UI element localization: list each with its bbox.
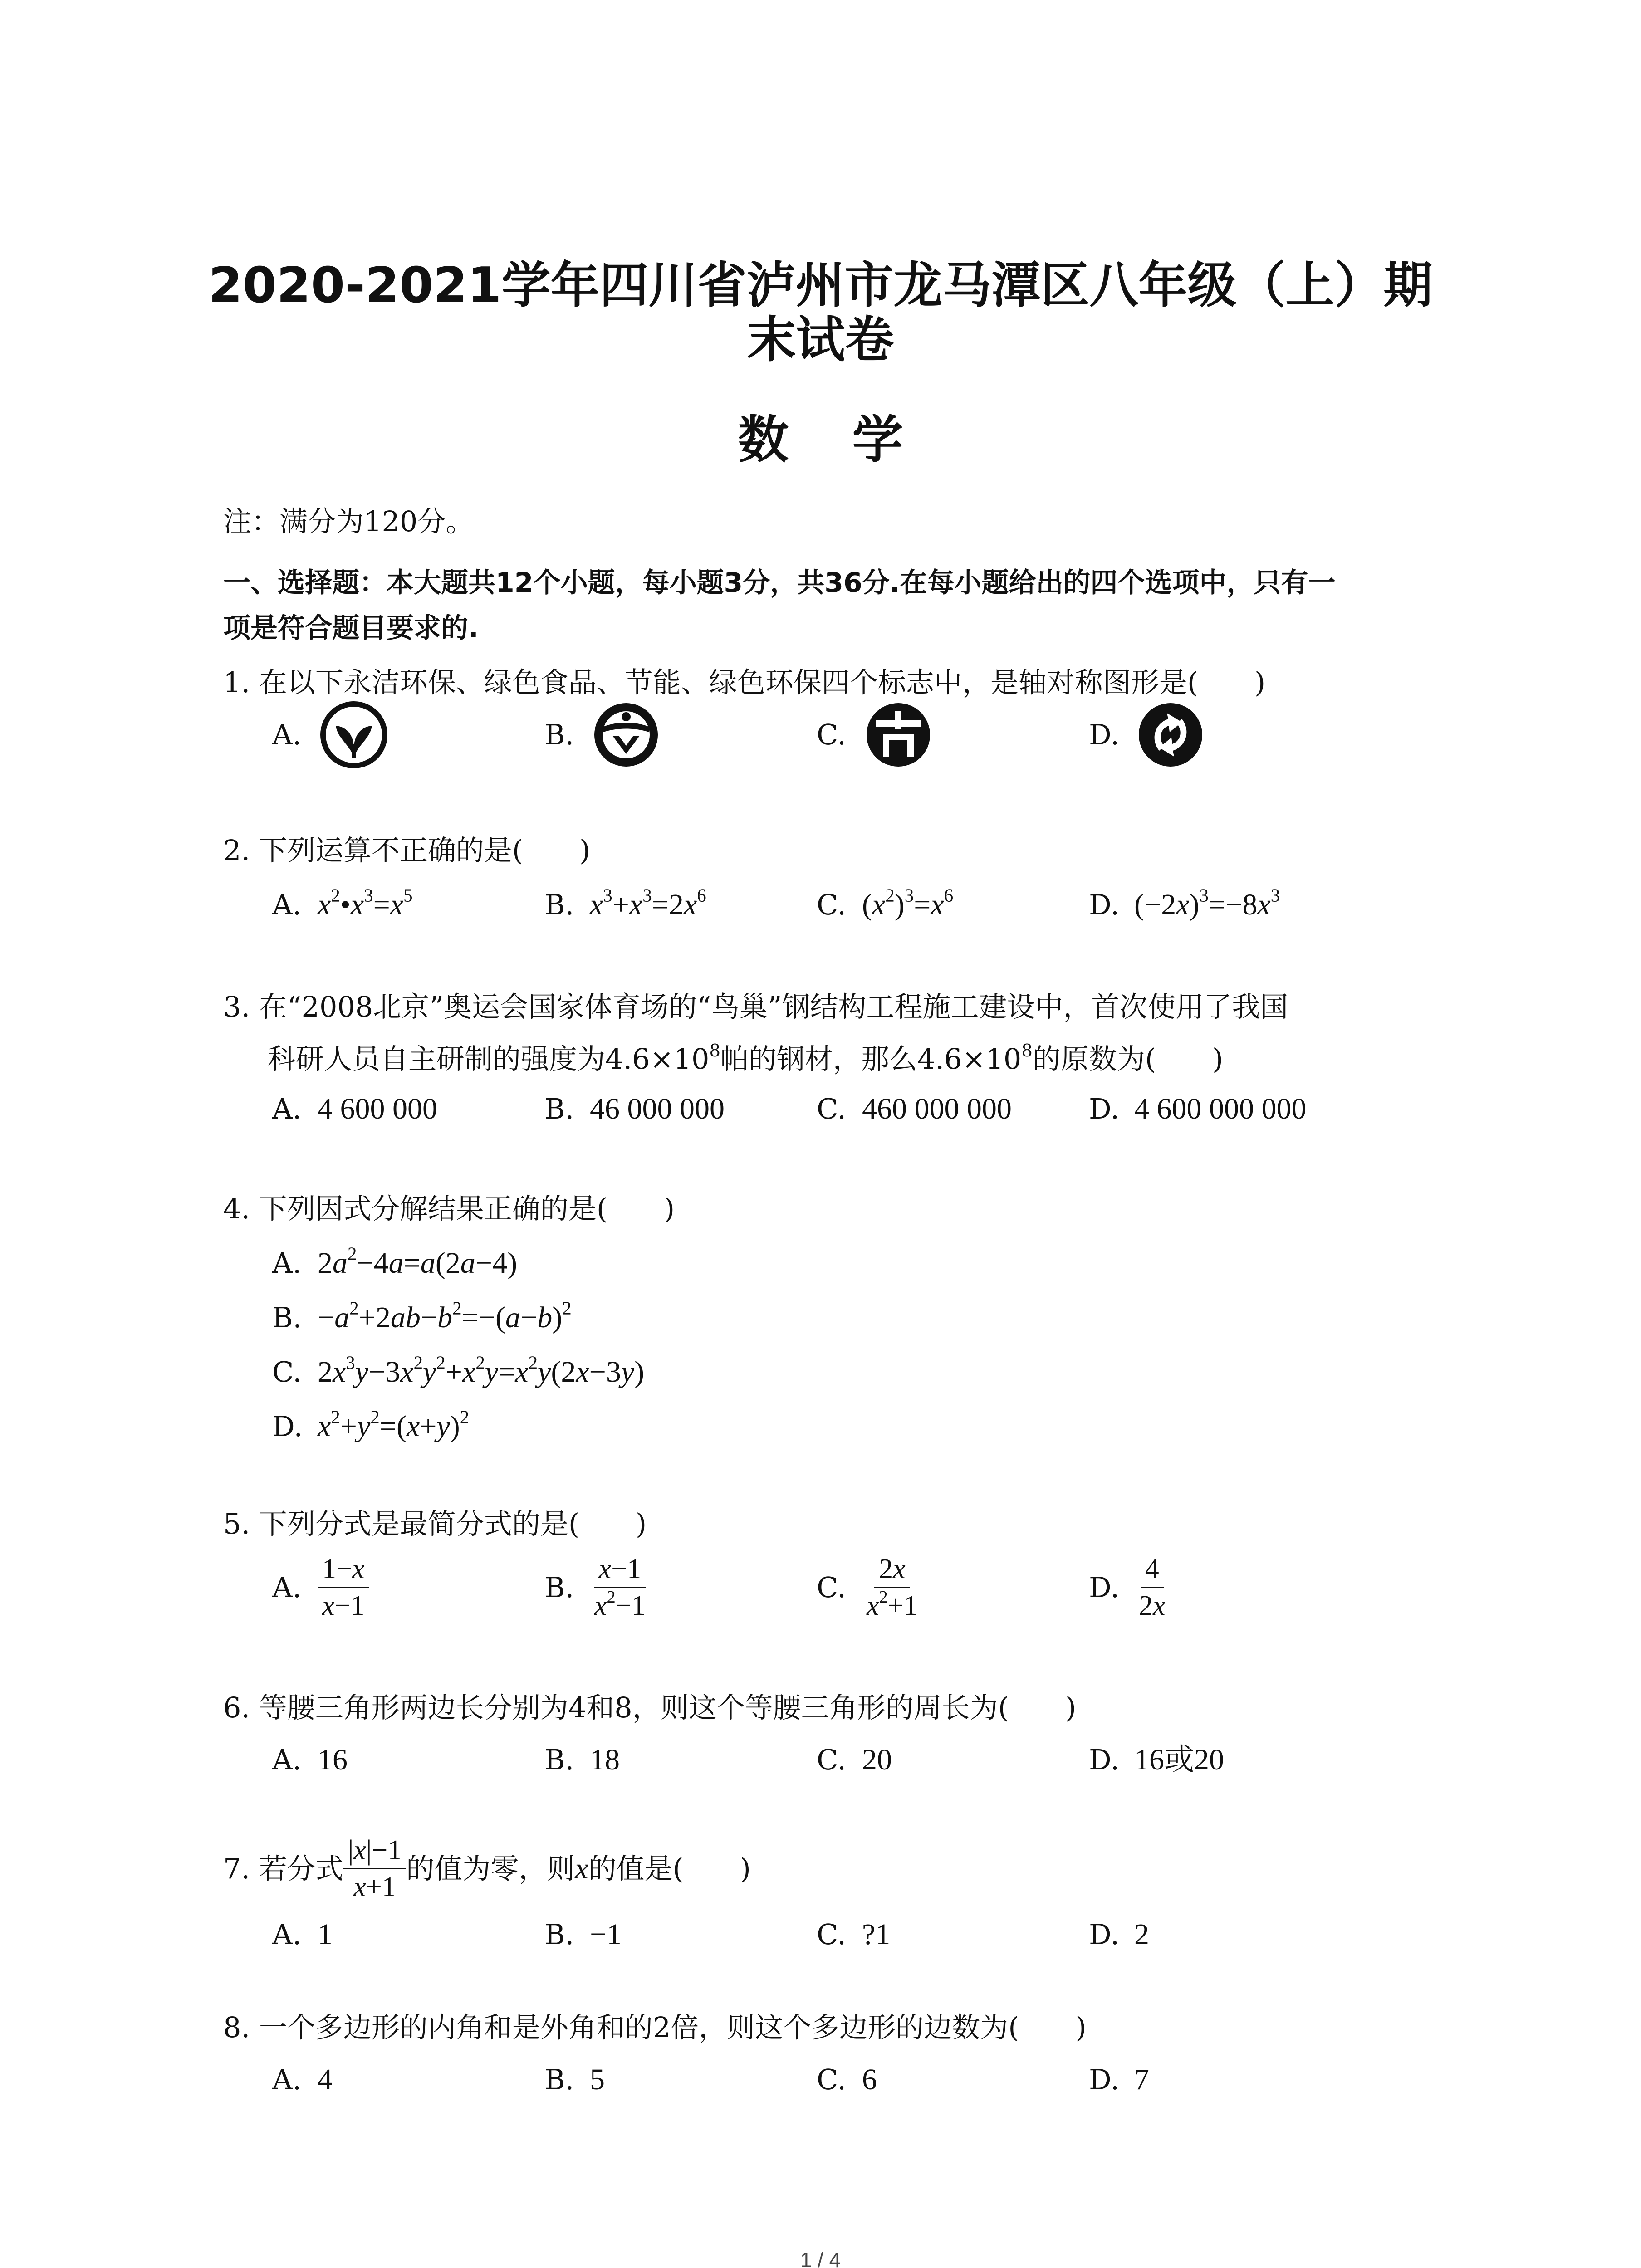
q6-option-a-value: 16 [318,1743,348,1776]
q3-option-d-label: D. [1089,1092,1120,1125]
q5-option-c-label: C. [817,1570,846,1604]
q5-option-a [272,1551,369,1623]
q7-stem-suffix-a: 的值为零，则 [406,1852,575,1885]
q3-option-a-label: A. [272,1092,302,1125]
q4-option-d-formula: $x^2+y^2=(x+y)^2$ [318,1407,470,1443]
q2-option-b [544,887,706,923]
q3-option-a-value: 4 600 000 [318,1092,437,1125]
q4-option-c-label: C. [272,1355,302,1388]
q8-option-d [1089,2062,1149,2098]
q3-option-c-label: C. [817,1092,846,1125]
question-3-stem-line2 [268,1041,1223,1077]
q2-option-c [817,887,953,923]
q7-stem-fraction: $\frac{|x|-1}{x+1}$ [343,1833,406,1905]
question-2-stem: 2. 下列运算不正确的是( ) [223,834,591,867]
q7-option-b-label: B. [544,1918,574,1951]
q7-option-a-label: A. [272,1918,302,1951]
q6-option-c-label: C. [817,1743,846,1776]
q4-option-d [272,1408,469,1445]
q2-option-b-label: B. [544,888,574,921]
q5-option-c-fraction: $\frac{2x}{x^2+1}$ [862,1551,922,1623]
energy-saving-logo-icon [862,699,935,771]
q2-option-a-formula: $x^2•x^3=x^5$ [318,885,413,921]
q8-option-a-value: 4 [318,2063,333,2096]
q8-option-d-value: 7 [1134,2063,1149,2096]
q7-stem-suffix-b: 的值是( ) [588,1852,751,1885]
q7-stem-prefix: 7. 若分式 [223,1852,343,1885]
q8-option-c-label: C. [817,2063,846,2096]
q3-stem-exponent-b: 8 [1021,1041,1033,1061]
q4-option-b [272,1300,572,1336]
q4-option-d-label: D. [272,1410,303,1443]
q6-option-b-value: 18 [590,1743,620,1776]
q7-option-a [272,1916,333,1953]
q6-option-d [1089,1742,1224,1778]
q7-option-b-value: −1 [590,1918,622,1951]
q5-option-d [1089,1551,1170,1623]
q6-option-c-value: 20 [862,1743,892,1776]
q3-option-c [817,1091,1012,1127]
eco-leaf-logo-icon [318,699,390,771]
q7-option-b [544,1916,622,1953]
q3-option-d-value: 4 600 000 000 [1134,1092,1307,1125]
q5-option-b-fraction: $\frac{x-1}{x^2-1}$ [590,1551,650,1623]
q6-option-b [544,1742,620,1778]
q3-option-b [544,1091,725,1127]
q8-option-a [272,2062,333,2098]
green-food-logo-icon [590,699,662,771]
page-number: 1 / 4 [800,2248,841,2268]
subject-title: 数学 [738,410,967,469]
q8-option-c [817,2062,877,2098]
question-3-stem-line1: 3. 在“2008北京”奥运会国家体育场的“鸟巢”钢结构工程施工建设中，首次使用了我国 [223,990,1288,1023]
q5-option-c [817,1551,922,1623]
q2-option-b-formula: $x^3+x^3=2x^6$ [590,885,706,921]
q2-option-d [1089,887,1280,923]
q7-option-d-value: 2 [1134,1918,1149,1951]
q8-option-a-label: A. [272,2063,302,2096]
q1-option-a-label: A. [272,718,302,751]
q7-option-c-value: ?1 [862,1918,891,1951]
question-1-stem: 1. 在以下永洁环保、绿色食品、节能、绿色环保四个标志中，是轴对称图形是( ) [223,666,1266,699]
q7-option-d [1089,1916,1149,1953]
q5-option-d-fraction: $\frac{4}{2x}$ [1134,1551,1170,1623]
q4-option-c-formula: $2x^3y-3x^2y^2+x^2y=x^2y(2x-3y)$ [318,1352,645,1388]
q5-option-b [544,1551,650,1623]
q8-option-d-label: D. [1089,2063,1120,2096]
q8-option-b-label: B. [544,2063,574,2096]
q4-option-a-formula: $2a^2-4a=a(2a-4)$ [318,1243,518,1280]
q3-option-b-label: B. [544,1092,574,1125]
q6-option-a-label: A. [272,1743,302,1776]
q4-option-c [272,1354,644,1390]
recycle-logo-icon [1134,699,1207,771]
q2-option-a [272,887,413,923]
q4-option-a-label: A. [272,1246,302,1280]
q7-option-c [817,1916,890,1953]
q7-option-a-value: 1 [318,1918,333,1951]
q6-option-d-value: 16或20 [1134,1743,1224,1776]
q6-option-b-label: B. [544,1743,574,1776]
exam-title-line2: 末试卷 [747,312,894,368]
question-7-stem [223,1833,751,1905]
q3-option-b-value: 46 000 000 [590,1092,725,1125]
q7-option-d-label: D. [1089,1918,1120,1951]
q6-option-a [272,1742,348,1778]
q3-stem-exponent-a: 8 [709,1041,720,1061]
q2-option-c-formula: $(x^2)^3=x^6$ [862,885,954,921]
score-note: 注：满分为120分。 [223,505,474,538]
q5-option-a-label: A. [272,1570,302,1604]
q3-option-c-value: 460 000 000 [862,1092,1012,1125]
q1-option-b-label: B. [544,718,574,751]
question-6-stem: 6. 等腰三角形两边长分别为4和8，则这个等腰三角形的周长为( ) [223,1691,1077,1724]
q4-option-b-label: B. [272,1301,302,1334]
q1-option-d-label: D. [1089,718,1120,751]
question-5-stem: 5. 下列分式是最简分式的是( ) [223,1507,647,1540]
q2-option-a-label: A. [272,888,302,921]
q7-option-c-label: C. [817,1918,846,1951]
q2-option-d-formula: $(-2x)^3=-8x^3$ [1134,885,1280,921]
q3-option-a [272,1091,437,1127]
q3-stem-part-c: 的原数为( ) [1032,1042,1224,1075]
q2-option-d-label: D. [1089,888,1120,921]
q6-option-c [817,1742,892,1778]
question-8-stem: 8. 一个多边形的内角和是外角和的2倍，则这个多边形的边数为( ) [223,2011,1087,2044]
q2-option-c-label: C. [817,888,846,921]
q3-option-d [1089,1091,1307,1127]
q5-option-b-label: B. [544,1570,574,1604]
q3-stem-part-b: 帕的钢材，那么4.6×10 [720,1042,1022,1075]
q8-option-b [544,2062,605,2098]
q7-stem-variable: x [575,1852,588,1885]
section-heading-line2: 项是符合题目要求的. [223,612,479,644]
q4-option-a [272,1245,517,1281]
q8-option-c-value: 6 [862,2063,877,2096]
section-heading-line1: 一、选择题：本大题共12个小题，每小题3分，共36分.在每小题给出的四个选项中，只有一 [223,567,1336,599]
q8-option-b-value: 5 [590,2063,605,2096]
q5-option-d-label: D. [1089,1570,1120,1604]
exam-title-line1: 2020-2021学年四川省泸州市龙马潭区八年级（上）期 [208,257,1433,314]
question-4-stem: 4. 下列因式分解结果正确的是( ) [223,1192,675,1225]
q4-option-b-formula: $-a^2+2ab-b^2=-(a-b)^2$ [318,1298,572,1334]
q1-option-c-label: C. [817,718,846,751]
q5-option-a-fraction: $\frac{1-x}{x-1}$ [318,1551,369,1623]
q3-stem-part-a: 科研人员自主研制的强度为4.6×10 [268,1042,710,1075]
q6-option-d-label: D. [1089,1743,1120,1776]
